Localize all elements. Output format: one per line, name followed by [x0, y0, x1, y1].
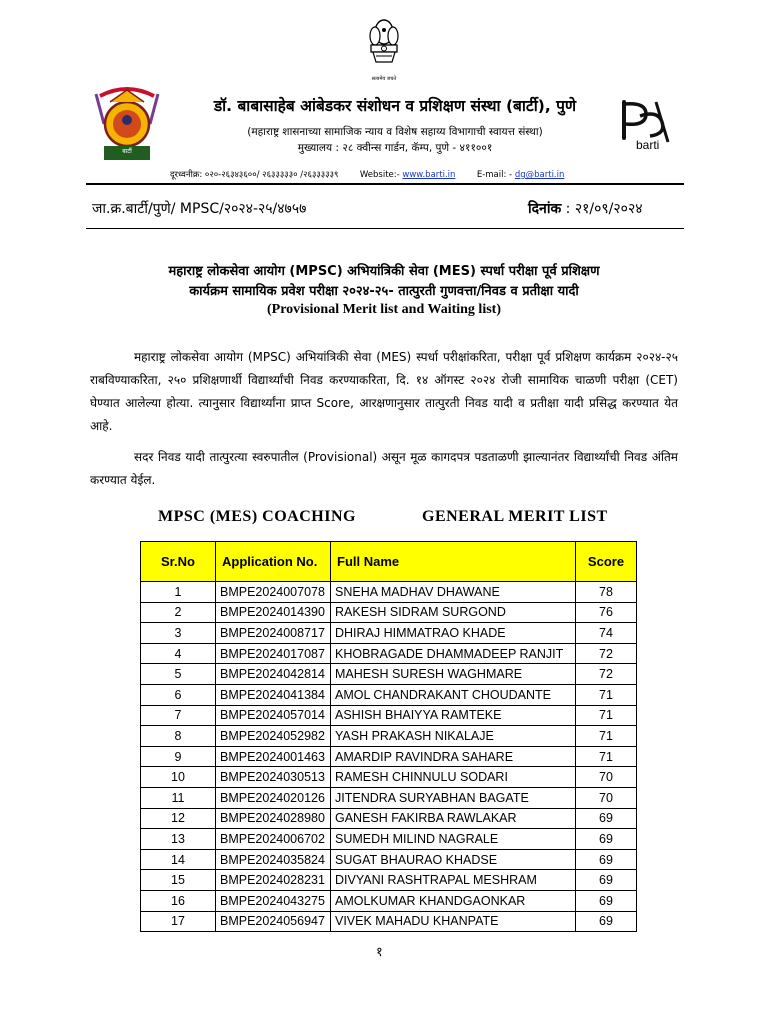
list-heading-left: MPSC (MES) COACHING: [158, 508, 356, 525]
cell-full-name: AMOLKUMAR KHANDGAONKAR: [331, 890, 576, 911]
notice-title-line1: महाराष्ट्र लोकसेवा आयोग (MPSC) अभियांत्रिकी सेवा (MES) स्पर्धा परीक्षा पूर्व प्रशिक्षण: [168, 264, 600, 279]
cell-full-name: AMOL CHANDRAKANT CHOUDANTE: [331, 684, 576, 705]
cell-application-no: BMPE2024017087: [216, 643, 331, 664]
ref-divider: [86, 228, 684, 229]
table-row: [141, 746, 637, 767]
cell-score: 71: [576, 746, 637, 767]
cell-application-no: BMPE2024028980: [216, 808, 331, 829]
cell-full-name: DIVYANI RASHTRAPAL MESHRAM: [331, 870, 576, 891]
cell-application-no: BMPE2024001463: [216, 746, 331, 767]
table-row: [141, 787, 637, 808]
cell-srno: 9: [141, 746, 216, 767]
table-row: [141, 602, 637, 623]
col-header-application-no: Application No.: [216, 542, 331, 582]
cell-srno: 16: [141, 890, 216, 911]
merit-table: [140, 541, 637, 932]
cell-full-name: SUGAT BHAURAO KHADSE: [331, 849, 576, 870]
reference-number: जा.क्र.बार्टी/पुणे/ MPSC/२०२४-२५/४७५७: [92, 201, 307, 217]
cell-srno: 13: [141, 829, 216, 850]
cell-full-name: RAMESH CHINNULU SODARI: [331, 767, 576, 788]
cell-srno: 15: [141, 870, 216, 891]
merit-table-body: [141, 582, 637, 932]
right-logo-text: barti: [636, 138, 660, 152]
table-row: [141, 582, 637, 603]
cell-score: 76: [576, 602, 637, 623]
table-row: [141, 623, 637, 644]
table-row: [141, 829, 637, 850]
cell-full-name: KHOBRAGADE DHAMMADEEP RANJIT: [331, 643, 576, 664]
table-row: [141, 911, 637, 932]
org-subtitle: (महाराष्ट्र शासनाच्या सामाजिक न्याय व विशेष सहाय्य विभागाची स्वायत्त संस्था): [247, 126, 543, 138]
cell-full-name: VIVEK MAHADU KHANPATE: [331, 911, 576, 932]
col-header-srno: Sr.No: [141, 542, 216, 582]
cell-application-no: BMPE2024043275: [216, 890, 331, 911]
cell-srno: 17: [141, 911, 216, 932]
cell-srno: 12: [141, 808, 216, 829]
website-label: Website:-: [359, 170, 400, 180]
cell-srno: 4: [141, 643, 216, 664]
table-row: [141, 726, 637, 747]
cell-score: 70: [576, 787, 637, 808]
body-paragraph-1: महाराष्ट्र लोकसेवा आयोग (MPSC) अभियांत्रिकी सेवा (MES) स्पर्धा परीक्षांकरिता, परीक्षा पूर्व प्रशिक्षण कार्यक्रम २०२४-२५ राबविण्याकरिता, २५० प्रशिक्षणार्थी विद्यार्थ्यांची निवड करण्याकरिता, दि. १४ ऑगस्ट २०२४ रोजी सामायिक चाळणी परीक्षा (CET) घेण्यात आलेल्या होत्या. त्यानुसार विद्यार्थ्यांना प्राप्त Score, आरक्षणानुसार तात्पुरती निवड यादी व प्रतीक्षा यादी प्रसिद्ध करण्यात येत आहे.: [90, 350, 678, 433]
cell-full-name: SUMEDH MILIND NAGRALE: [331, 829, 576, 850]
cell-application-no: BMPE2024030513: [216, 767, 331, 788]
cell-application-no: BMPE2024006702: [216, 829, 331, 850]
table-row: [141, 664, 637, 685]
cell-application-no: BMPE2024008717: [216, 623, 331, 644]
cell-score: 69: [576, 808, 637, 829]
table-header-row: [141, 542, 637, 582]
email-link[interactable]: dg@barti.in: [514, 170, 565, 180]
cell-application-no: BMPE2024052982: [216, 726, 331, 747]
table-row: [141, 643, 637, 664]
cell-application-no: BMPE2024042814: [216, 664, 331, 685]
email-label: E-mail: -: [476, 170, 513, 180]
table-row: [141, 767, 637, 788]
letter-date: [528, 199, 643, 218]
org-name: डॉ. बाबासाहेब आंबेडकर संशोधन व प्रशिक्षण संस्था (बार्टी), पुणे: [213, 97, 577, 115]
cell-score: 71: [576, 684, 637, 705]
cell-score: 71: [576, 705, 637, 726]
cell-score: 72: [576, 664, 637, 685]
cell-full-name: AMARDIP RAVINDRA SAHARE: [331, 746, 576, 767]
cell-score: 78: [576, 582, 637, 603]
cell-application-no: BMPE2024014390: [216, 602, 331, 623]
cell-score: 69: [576, 890, 637, 911]
national-emblem: [364, 18, 404, 80]
header-divider: [86, 183, 684, 185]
cell-srno: 1: [141, 582, 216, 603]
body-paragraph-2: सदर निवड यादी तात्पुरत्या स्वरुपातील (Provisional) असून मूळ कागदपत्र पडताळणी झाल्यानंतर विद्यार्थ्यांची निवड अंतिम करण्यात येईल.: [90, 450, 678, 487]
cell-srno: 14: [141, 849, 216, 870]
cell-application-no: BMPE2024041384: [216, 684, 331, 705]
cell-score: 69: [576, 911, 637, 932]
cell-full-name: DHIRAJ HIMMATRAO KHADE: [331, 623, 576, 644]
cell-score: 74: [576, 623, 637, 644]
org-address: मुख्यालय : २८ क्वीन्स गार्डन, कॅम्प, पुणे - ४११००१: [297, 142, 493, 154]
cell-application-no: BMPE2024007078: [216, 582, 331, 603]
notice-title-line2: कार्यक्रम सामायिक प्रवेश परीक्षा २०२४-२५- तात्पुरती गुणवत्ता/निवड व प्रतीक्षा यादी: [189, 284, 579, 299]
cell-score: 69: [576, 849, 637, 870]
cell-srno: 7: [141, 705, 216, 726]
cell-srno: 5: [141, 664, 216, 685]
cell-srno: 6: [141, 684, 216, 705]
contact-line: [170, 169, 640, 180]
table-row: [141, 808, 637, 829]
table-row: [141, 705, 637, 726]
cell-full-name: GANESH FAKIRBA RAWLAKAR: [331, 808, 576, 829]
table-row: [141, 870, 637, 891]
cell-full-name: SNEHA MADHAV DHAWANE: [331, 582, 576, 603]
cell-score: 72: [576, 643, 637, 664]
table-row: [141, 849, 637, 870]
date-value: : २१/०९/२०२४: [565, 201, 643, 217]
table-row: [141, 684, 637, 705]
notice-title-line3: (Provisional Merit list and Waiting list): [267, 302, 501, 317]
cell-srno: 2: [141, 602, 216, 623]
cell-full-name: RAKESH SIDRAM SURGOND: [331, 602, 576, 623]
cell-application-no: BMPE2024057014: [216, 705, 331, 726]
col-header-score: Score: [576, 542, 637, 582]
cell-application-no: BMPE2024035824: [216, 849, 331, 870]
cell-full-name: MAHESH SURESH WAGHMARE: [331, 664, 576, 685]
cell-full-name: JITENDRA SURYABHAN BAGATE: [331, 787, 576, 808]
page-number: १: [376, 945, 383, 960]
cell-srno: 3: [141, 623, 216, 644]
cell-application-no: BMPE2024056947: [216, 911, 331, 932]
cell-full-name: ASHISH BHAIYYA RAMTEKE: [331, 705, 576, 726]
cell-srno: 11: [141, 787, 216, 808]
cell-score: 70: [576, 767, 637, 788]
cell-srno: 8: [141, 726, 216, 747]
table-row: [141, 890, 637, 911]
cell-score: 71: [576, 726, 637, 747]
col-header-full-name: Full Name: [331, 542, 576, 582]
date-label: दिनांक: [528, 201, 562, 217]
cell-srno: 10: [141, 767, 216, 788]
website-link[interactable]: www.barti.in: [402, 170, 456, 180]
cell-application-no: BMPE2024020126: [216, 787, 331, 808]
list-heading-right: GENERAL MERIT LIST: [422, 508, 608, 525]
cell-score: 69: [576, 829, 637, 850]
cell-full-name: YASH PRAKASH NIKALAJE: [331, 726, 576, 747]
cell-score: 69: [576, 870, 637, 891]
emblem-motto: सत्यमेव जयते: [371, 76, 397, 82]
cell-application-no: BMPE2024028231: [216, 870, 331, 891]
left-logo-caption: बार्टी: [122, 148, 132, 155]
phone-numbers: दूरध्वनीक्र: ०२०-२६३४३६००/ २६३३३३३० /२६३३३३३९: [170, 170, 339, 180]
